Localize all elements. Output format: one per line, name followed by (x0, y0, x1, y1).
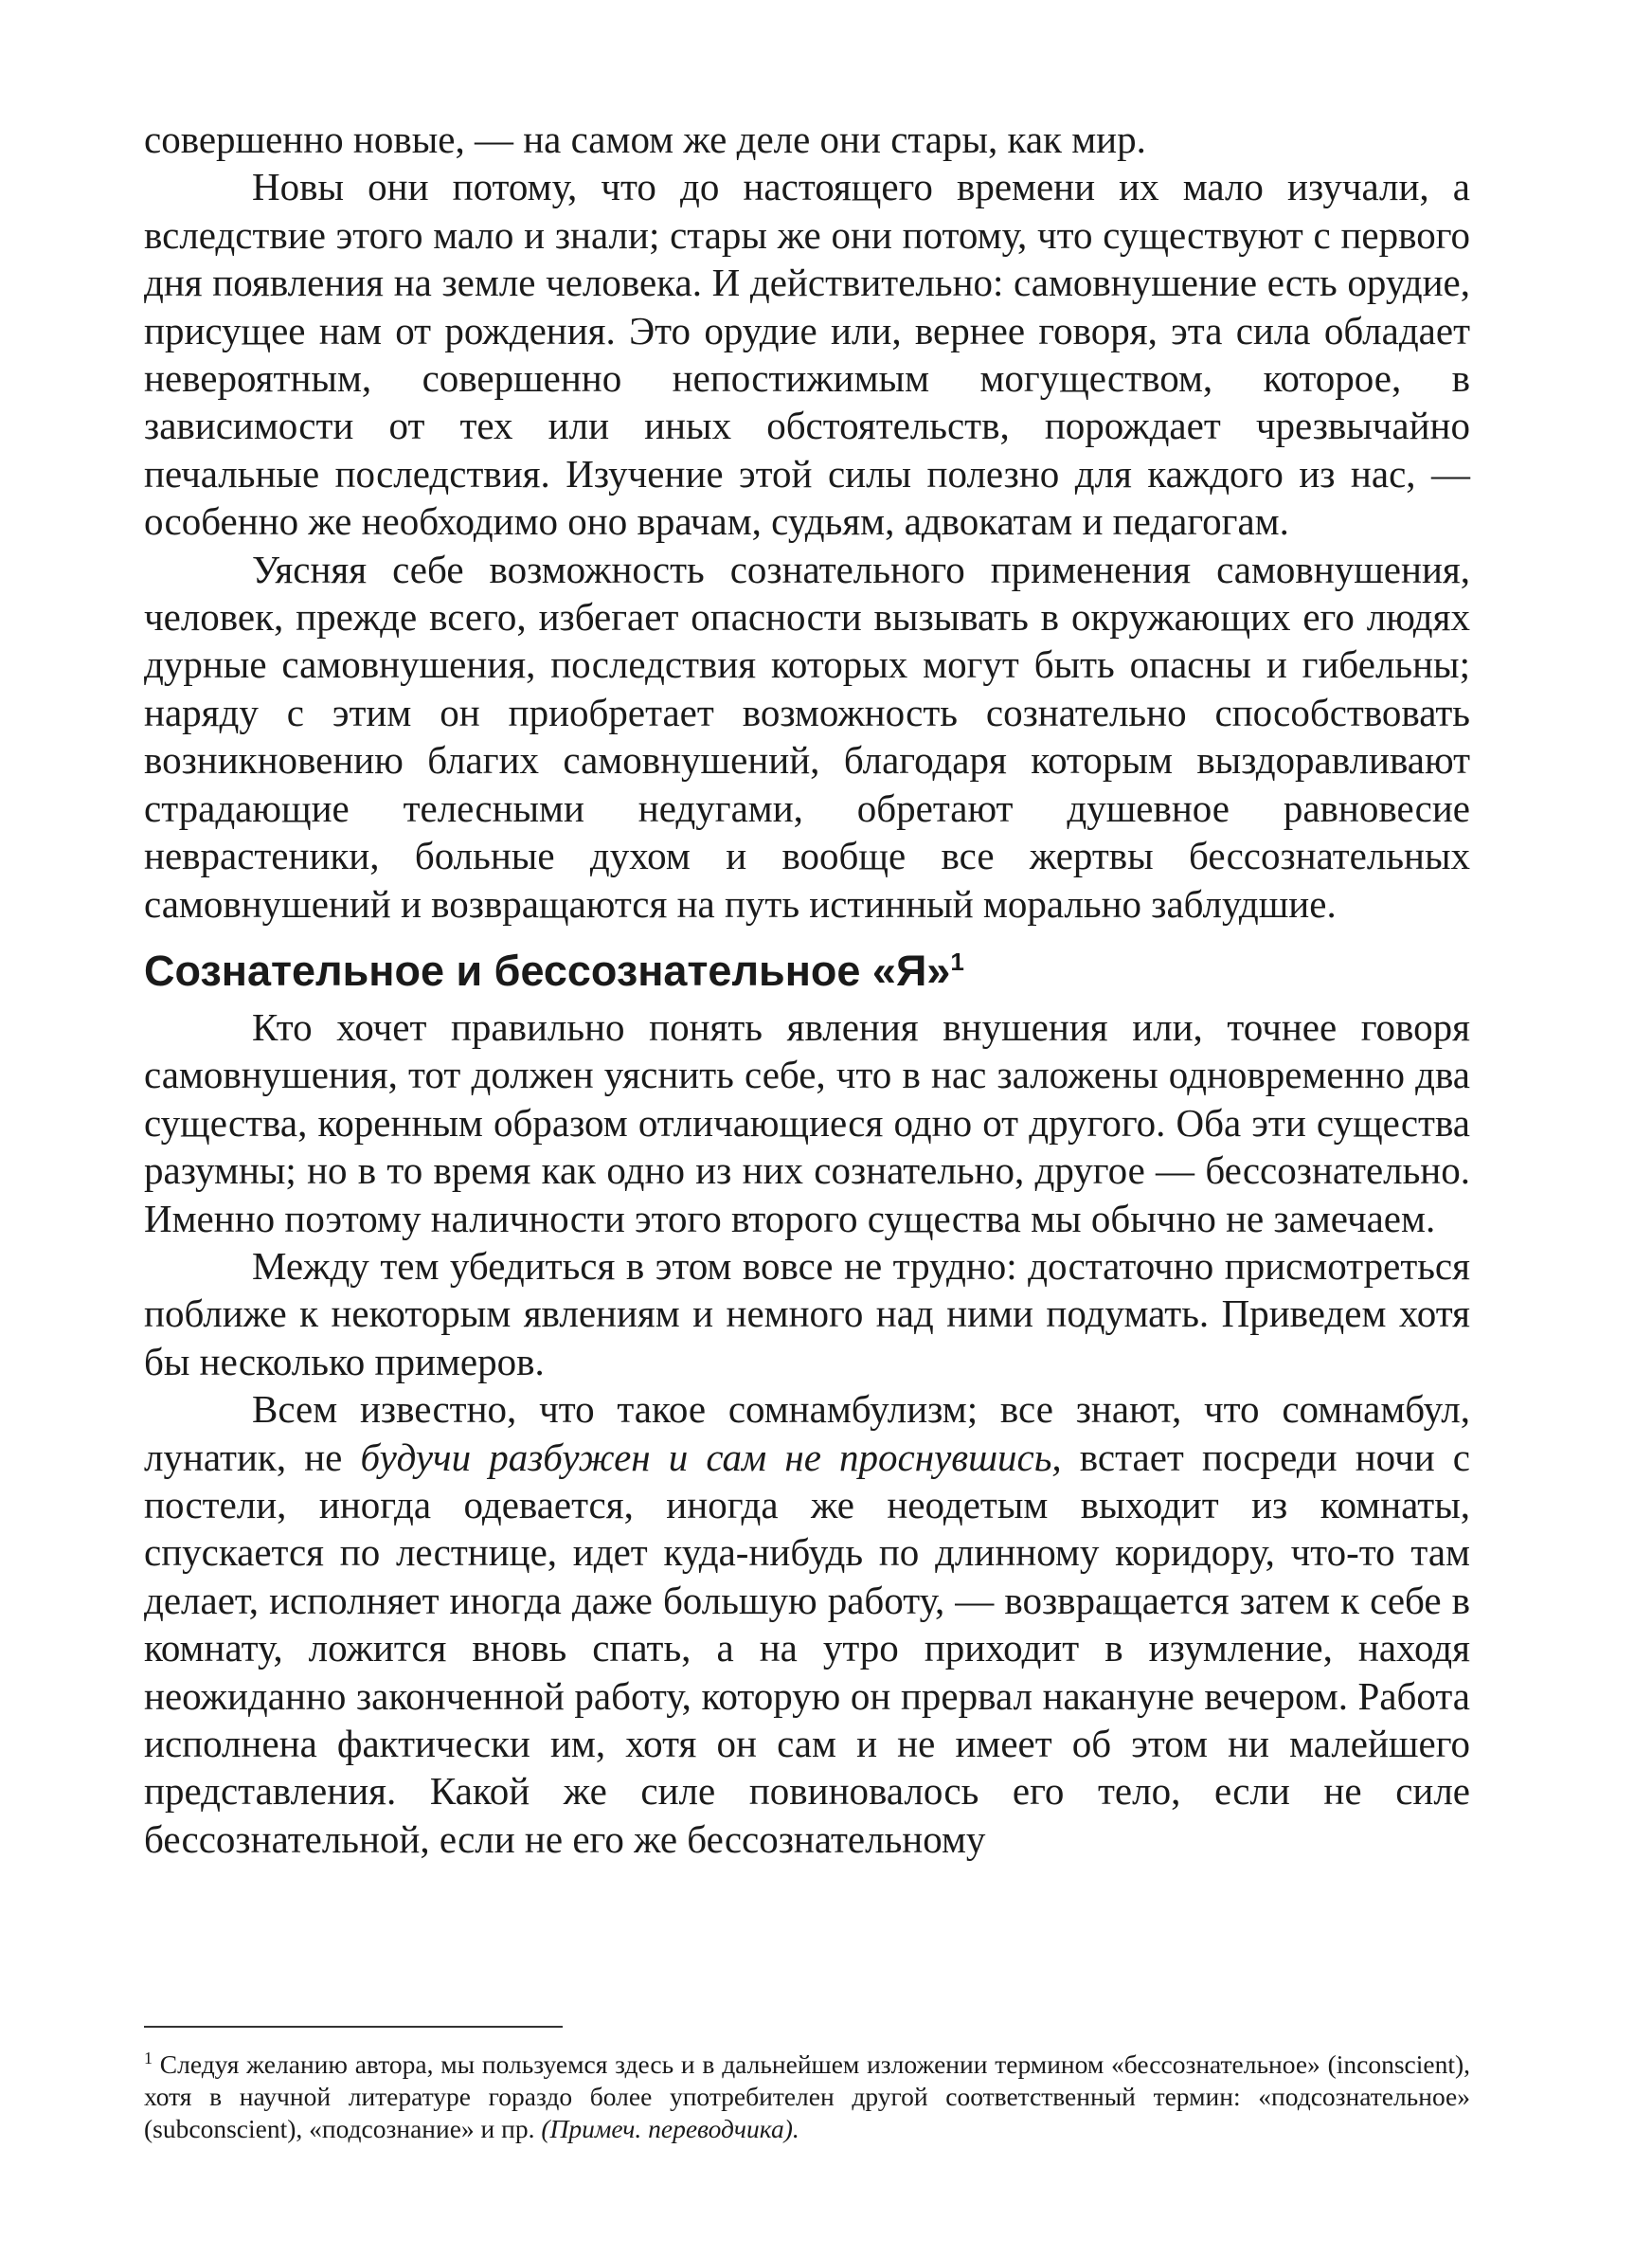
paragraph-conscious-use: Уясняя себе возможность сознательного применения самовнушения, человек, прежде всего, избегает опасности вызывать в окружающих его людях дурные самовнушения, последствия которых могут быть опасны и гибельны; наряду с этим он приобретает возможность сознательно способствовать возникновению благих самовнушений, благодаря которым выздоравливают страдающие телесными недугами, обретают душевное равновесие неврастеники, больные духом и вообще все жертвы бессознательных самовнушений и возвращаются на путь истинный морально заблудшие. (144, 547, 1470, 926)
paragraph-novelty: Новы они потому, что до настоящего времени их мало изучали, а вследствие этого мало и знали; стары же они потому, что существуют с первого дня появления на земле человека. И действительно: самовнушение есть орудие, присущее нам от рождения. Это орудие или, вернее говоря, эта сила обладает невероятным, совершенно непостижимым могуществом, которое, в зависимости от тех или иных обстоятельств, порождает чрезвычайно печальные последствия. Изучение этой силы полезно для каждого из нас, — особенно же необходимо оно врачам, судьям, адвокатам и педагогам. (144, 165, 1470, 544)
footnote-text: Следуя желанию автора, мы пользуемся здесь и в дальнейшем изложении термином «бессознательное» (inconscient), хотя в научной литературе гораздо более употребителен другой соответственный термин: «подсознательное» (subconscient), «подсознание» и пр. (144, 2049, 1470, 2143)
section-heading (144, 945, 1470, 998)
section-heading-text: Сознательное и бессознательное «Я» (144, 946, 951, 995)
paragraph-somnambulism-start: Всем известно, что такое сомнамбулизм; все знают, что сомнамбул, лунатик, не (144, 1387, 1470, 1479)
footnote-mark: 1 (144, 2048, 153, 2067)
paragraph-two-beings: Кто хочет правильно понять явления внушения или, точнее говоря самовнушения, тот должен уяснить себе, что в нас заложены одновременно два существа, коренным образом отличающиеся одно от другого. Оба эти существа разумны; но в то время как одно из них сознательно, другое — бессознательно. Именно поэтому наличности этого второго существа мы обычно не замечаем. (144, 1004, 1470, 1240)
paragraph-somnambulism (144, 1385, 1470, 1863)
paragraph-somnambulism-end: встает посреди ночи с постели, иногда одевается, иногда же неодетым выходит из комнаты, спускается по лестнице, идет куда-нибудь по длинному коридору, что-то там делает, исполняет иногда даже большую работу, — возвращается затем к себе в комнату, ложится вновь спать, а на утро приходит в изумление, находя неожиданно законченной работу, которую он прервал накануне вечером. Работа исполнена фактически им, хотя он сам и не имеет об этом ни малейшего представления. Какой же силе повиновалось его тело, если не силе бессознательной, если не его же бессознательному (144, 1435, 1470, 1861)
footnote-divider (144, 2026, 563, 2028)
footnote-translator-note: (Примеч. переводчика). (541, 2114, 799, 2143)
footnote (144, 2049, 1470, 2145)
page-body (144, 116, 1470, 1863)
opening-line: совершенно новые, — на самом же деле они стары, как мир. (144, 117, 1146, 161)
paragraph-somnambulism-italic: будучи разбужен и сам не проснувшись, (360, 1435, 1062, 1479)
paragraph-examples: Между тем убедиться в этом вовсе не трудно: достаточно присмотреться поближе к некоторым явлениям и немного над ними подумать. Приведем хотя бы несколько примеров. (144, 1243, 1470, 1383)
footnote-reference[interactable]: 1 (950, 947, 964, 976)
